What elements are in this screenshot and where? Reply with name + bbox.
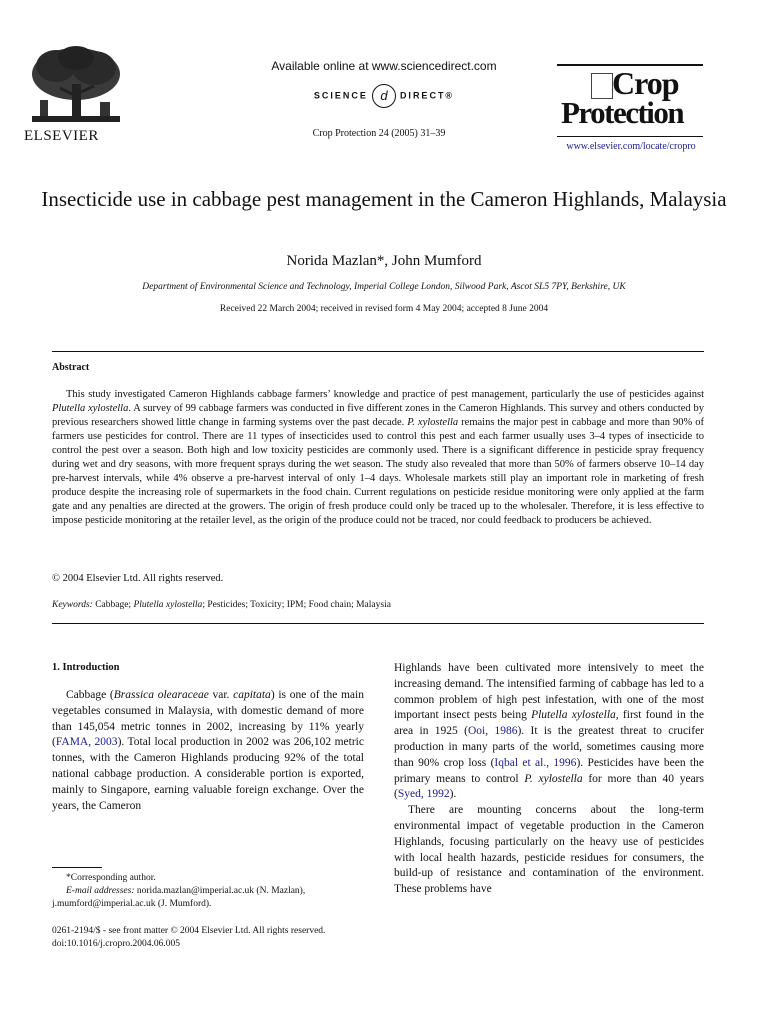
intro-paragraph-2: There are mounting concerns about the long-term environmental impact of vegetable production in the Cameron Highlands, focusing particularly on the heavy use of pesticides with local health hazards, pesticide residues for consumers, the build-up of resistance and contamination of the environment. These problems have [394,804,704,896]
received-dates: Received 22 March 2004; received in revised form 4 May 2004; accepted 8 June 2004 [219,304,549,314]
abstract-rule-bottom [52,623,704,624]
available-online-text[interactable]: Available online at www.sciencedirect.com [271,59,497,73]
intro-left-column: Cabbage (Brassica olearaceae var. capitata) is one of the main vegetables consumed in Malaysia, with domestic demand of more than 145,054 metric tonnes in 2002, increasing by 11% yearly (FAMA, 2003). Total local production in 2002 was 206,102 metric tonnes, with the Cameron Highlands producing 92% of the total national cabbage production. A considerable portion is exported, mainly to Singapore, earning valuable foreign exchange. Over the years, the Cameron [52,689,364,812]
front-matter [52,925,382,951]
article-title: Insecticide use in cabbage pest management in the Cameron Highlands, Malaysia [41,187,727,211]
journal-logo-rule-bottom [557,136,703,137]
intro-right-column: Highlands have been cultivated more intensively to meet the increasing demand. The intensified farming of cabbage has led to a common problem of high pest infestation, with one of the most important insect pests being Plutella xylostella, first found in the area in 1925 (Ooi, 1986). It is the greatest threat to crucifer production in many parts of the world, sometimes causing more than 90% crop loss (Iqbal et al., 1996). Pesticides have been the primary means to control P. xylostella for more than 40 years (Syed, 1992). There are mounting concerns about the long-term environmental impact of vegetable production in the Cameron Highlands, focusing particularly on the heavy use of pesticides with local health hazards, pesticide residues for consumers, the build-up of resistance and contamination of the environment. These problems have [394,661,704,898]
journal-url-link[interactable]: www.elsevier.com/locate/cropro [566,141,696,152]
sciencedirect-left: SCIENCE [313,90,368,101]
abstract-copyright: © 2004 Elsevier Ltd. All rights reserved. [52,573,224,584]
sciencedirect-at-icon: d [372,84,396,108]
abstract-body: This study investigated Cameron Highlands cabbage farmers’ knowledge and practice of pest management, particularly the use of pesticides against Plutella xylostella. A survey of 99 cabbage farmers was conducted in five different zones in the Cameron Highlands. This survey and others conducted by previous researchers showed little change in farming systems over the past decade. P. xylostella remains the major pest in cabbage and more than 90% of farmers use pesticides for control. There are 11 types of insecticides used to control this pest and each farmer usually uses 3–4 types of insecticide to control the pest over a season. Both high and low toxicity pesticides are commonly used. There is a significant difference in pesticide spray frequency during wet and dry seasons, with more frequent sprays during the wet season. The study also revealed that more than 50% of farmers observe 10–14 day pre-harvest intervals, while 4% observe a pre-harvest interval of only 1–4 days. Wholesale markets still play an important role in marketing of fresh produce despite the increasing role of supermarkets in the food chain. Current regulations on pesticide residue monitoring were only applied at the farm gate and any penalties are directed at the growers. The origin of fresh produce could only be traced up to the wholesaler. Therefore, it is less effective to impose pesticide monitoring at the retailer level, as the origin of the produce could not be traced, nor could feedback to producers be achieved. [52,389,704,526]
abstract-heading: Abstract [52,362,90,373]
article-authors: Norida Mazlan*, John Mumford [286,253,482,269]
doi-link[interactable]: doi:10.1016/j.cropro.2004.06.005 [52,939,180,949]
journal-name-protection: Protection [561,95,684,130]
citation-link-ooi[interactable]: Ooi, 1986 [467,725,518,738]
footnote-rule [52,867,102,868]
sciencedirect-right: DIRECT® [399,90,455,101]
journal-citation: Crop Protection 24 (2005) 31–39 [312,128,446,139]
corresponding-author-note: *Corresponding author. [66,873,156,883]
author-email-1[interactable]: norida.mazlan@imperial.ac.uk (N. Mazlan), [134,886,306,896]
author-affiliation: Department of Environmental Science and Technology, Imperial College London, Silwood Park, Ascot SL5 7PY, Berkshire, UK [142,282,626,292]
citation-link-syed[interactable]: Syed, 1992 [397,788,450,801]
publisher-name: ELSEVIER [24,128,99,144]
section-heading-introduction: 1. Introduction [52,662,120,673]
citation-link-iqbal[interactable]: Iqbal et al., 1996 [494,756,577,769]
footnote: *Corresponding author. E-mail addresses: norida.mazlan@imperial.ac.uk (N. Mazlan), j.mumford@imperial.ac.uk (J. Mumford). [52,872,364,911]
citation-link-fama[interactable]: FAMA, 2003 [55,736,118,749]
author-email-2[interactable]: j.mumford@imperial.ac.uk (J. Mumford). [52,899,212,909]
journal-name-crop: Crop [612,65,679,101]
issn-line: 0261-2194/$ - see front matter © 2004 Elsevier Ltd. All rights reserved. [52,926,326,936]
keywords: Keywords: Cabbage; Plutella xylostella; Pesticides; Toxicity; IPM; Food chain; Malaysia [52,600,391,610]
abstract-rule-top [52,351,704,352]
